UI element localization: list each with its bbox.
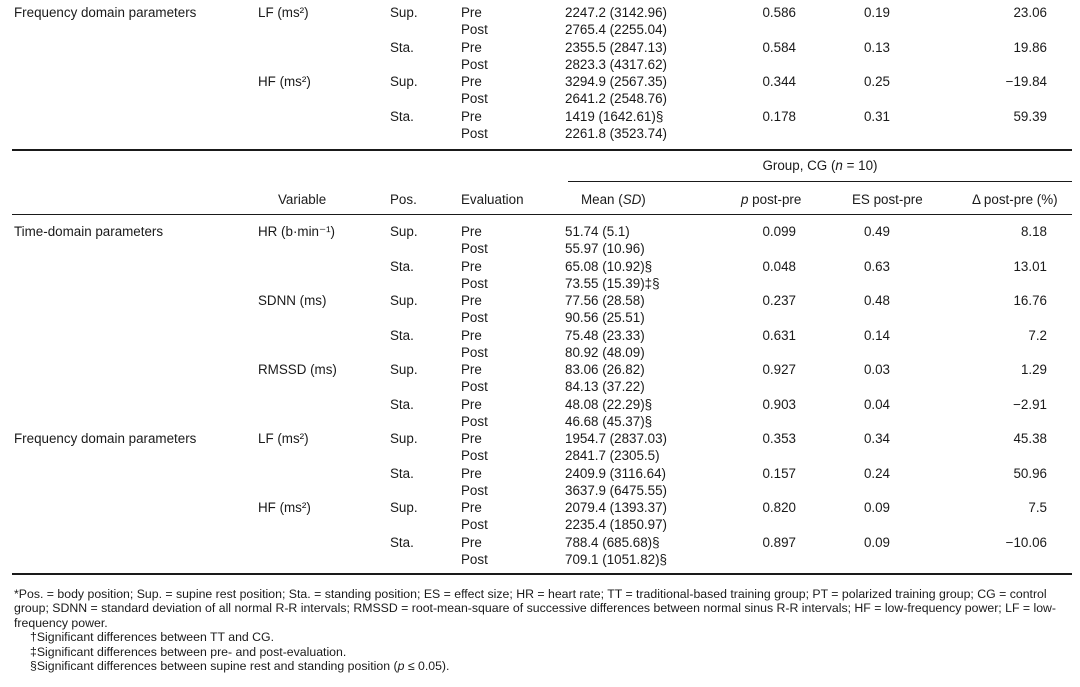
row-p-value: 0.903 xyxy=(762,396,796,412)
row-delta-percent: 16.76 xyxy=(1013,293,1047,308)
row-delta-percent: 1.29 xyxy=(1020,362,1047,377)
row-evaluation: Post xyxy=(461,56,488,72)
group-header: Group, CG (n = 10) xyxy=(762,158,878,173)
row-mean-sd: 2261.8 (3523.74) xyxy=(565,125,667,141)
row-evaluation: Post xyxy=(461,310,488,326)
row-p-value: 0.584 xyxy=(762,39,796,55)
row-mean-sd: 1419 (1642.61)§ xyxy=(565,108,664,124)
header-variable: Variable xyxy=(278,192,327,207)
group-header-underline xyxy=(568,181,1072,182)
row-p-value: 0.178 xyxy=(762,108,796,124)
header-bottom-rule xyxy=(12,214,1072,215)
row-mean-sd: 788.4 (685.68)§ xyxy=(565,534,660,550)
table-bottom-rule xyxy=(12,573,1072,575)
row-mean-sd: 3294.9 (2567.35) xyxy=(565,74,667,89)
row-position: Sta. xyxy=(390,465,414,481)
row-delta-percent: −19.84 xyxy=(1005,74,1047,89)
footnote-double-dagger: ‡Significant differences between pre- and post-evaluation. xyxy=(30,644,347,659)
row-effect-size: 0.09 xyxy=(863,500,890,515)
footnote-abbreviations: *Pos. = body position; Sup. = supine rest position; Sta. = standing position; ES = effect size; HR = heart rate; TT = traditional-based training group; PT = polarized training group; CG = control group; SDNN = standard deviation of all normal R-R intervals; RMSSD = root-mean-square of successive differences between normal sinus R-R intervals; HF = low-frequency power; LF = low-frequency power. xyxy=(14,587,1057,630)
header-mean: Mean (SD) xyxy=(581,192,646,207)
row-mean-sd: 80.92 (48.09) xyxy=(565,344,645,360)
row-evaluation: Pre xyxy=(461,465,482,481)
row-mean-sd: 2079.4 (1393.37) xyxy=(565,500,667,515)
row-position: Sta. xyxy=(390,258,414,274)
row-evaluation: Post xyxy=(461,22,488,38)
row-variable: HF (ms²) xyxy=(258,500,311,515)
row-mean-sd: 2235.4 (1850.97) xyxy=(565,517,667,533)
row-mean-sd: 51.74 (5.1) xyxy=(565,224,630,239)
row-evaluation: Post xyxy=(461,551,488,567)
row-effect-size: 0.14 xyxy=(863,327,890,343)
row-evaluation: Pre xyxy=(461,362,482,377)
row-mean-sd: 2247.2 (3142.96) xyxy=(565,5,667,20)
row-effect-size: 0.49 xyxy=(863,224,890,239)
row-mean-sd: 1954.7 (2837.03) xyxy=(565,431,667,446)
row-evaluation: Pre xyxy=(461,327,482,343)
row-delta-percent: 13.01 xyxy=(1013,258,1047,274)
row-effect-size: 0.19 xyxy=(863,5,890,20)
row-delta-percent: 59.39 xyxy=(1013,108,1047,124)
row-effect-size: 0.48 xyxy=(863,293,890,308)
row-position: Sta. xyxy=(390,39,414,55)
row-delta-percent: −10.06 xyxy=(1005,534,1047,550)
row-mean-sd: 709.1 (1051.82)§ xyxy=(565,551,667,567)
row-variable: SDNN (ms) xyxy=(258,293,327,308)
row-evaluation: Pre xyxy=(461,39,482,55)
row-position: Sup. xyxy=(390,500,418,515)
row-p-value: 0.353 xyxy=(762,431,796,446)
row-evaluation: Pre xyxy=(461,224,482,239)
row-mean-sd: 77.56 (28.58) xyxy=(565,293,645,308)
row-delta-percent: 7.5 xyxy=(1028,500,1047,515)
row-delta-percent: 7.2 xyxy=(1028,327,1047,343)
row-position: Sup. xyxy=(390,431,418,446)
row-evaluation: Pre xyxy=(461,5,482,20)
row-mean-sd: 83.06 (26.82) xyxy=(565,362,645,377)
row-position: Sup. xyxy=(390,74,418,89)
row-parameter: Frequency domain parameters xyxy=(14,5,197,20)
row-position: Sta. xyxy=(390,396,414,412)
row-parameter: Frequency domain parameters xyxy=(14,431,197,446)
row-p-value: 0.631 xyxy=(762,327,796,343)
row-mean-sd: 2765.4 (2255.04) xyxy=(565,22,667,38)
row-mean-sd: 3637.9 (6475.55) xyxy=(565,482,667,498)
row-evaluation: Post xyxy=(461,448,488,464)
row-p-value: 0.897 xyxy=(762,534,796,550)
row-evaluation: Post xyxy=(461,517,488,533)
row-mean-sd: 2355.5 (2847.13) xyxy=(565,39,667,55)
row-effect-size: 0.04 xyxy=(863,396,890,412)
row-effect-size: 0.34 xyxy=(863,431,890,446)
row-variable: RMSSD (ms) xyxy=(258,362,337,377)
row-p-value: 0.237 xyxy=(762,293,796,308)
row-delta-percent: 8.18 xyxy=(1020,224,1047,239)
block-divider-rule xyxy=(12,149,1072,151)
row-position: Sup. xyxy=(390,362,418,377)
row-mean-sd: 48.08 (22.29)§ xyxy=(565,396,653,412)
row-evaluation: Pre xyxy=(461,534,482,550)
row-effect-size: 0.63 xyxy=(863,258,890,274)
row-evaluation: Post xyxy=(461,125,488,141)
row-mean-sd: 2823.3 (4317.62) xyxy=(565,56,667,72)
row-p-value: 0.927 xyxy=(762,362,796,377)
row-evaluation: Pre xyxy=(461,431,482,446)
row-evaluation: Pre xyxy=(461,396,482,412)
row-p-value: 0.048 xyxy=(762,258,796,274)
row-mean-sd: 65.08 (10.92)§ xyxy=(565,258,653,274)
row-p-value: 0.157 xyxy=(762,465,796,481)
row-mean-sd: 75.48 (23.33) xyxy=(565,327,645,343)
row-mean-sd: 73.55 (15.39)‡§ xyxy=(565,275,660,291)
row-delta-percent: −2.91 xyxy=(1013,396,1047,412)
header-p: p post-pre xyxy=(741,192,802,207)
row-parameter: Time-domain parameters xyxy=(14,224,164,239)
row-variable: LF (ms²) xyxy=(258,5,309,20)
row-delta-percent: 50.96 xyxy=(1013,465,1047,481)
row-evaluation: Post xyxy=(461,379,488,395)
row-position: Sup. xyxy=(390,224,418,239)
row-evaluation: Pre xyxy=(461,500,482,515)
row-mean-sd: 2641.2 (2548.76) xyxy=(565,91,667,107)
footnotes xyxy=(14,587,1072,673)
row-position: Sta. xyxy=(390,534,414,550)
header-es: ES post-pre xyxy=(852,192,923,207)
row-delta-percent: 19.86 xyxy=(1013,39,1047,55)
row-evaluation: Post xyxy=(461,413,488,429)
row-mean-sd: 46.68 (45.37)§ xyxy=(565,413,653,429)
row-position: Sta. xyxy=(390,327,414,343)
row-effect-size: 0.31 xyxy=(863,108,890,124)
row-variable: HF (ms²) xyxy=(258,74,311,89)
row-delta-percent: 45.38 xyxy=(1013,431,1047,446)
row-p-value: 0.099 xyxy=(762,224,796,239)
row-evaluation: Post xyxy=(461,241,488,257)
row-mean-sd: 2409.9 (3116.64) xyxy=(565,465,667,481)
row-position: Sup. xyxy=(390,293,418,308)
row-mean-sd: 2841.7 (2305.5) xyxy=(565,448,660,464)
header-delta: Δ post-pre (%) xyxy=(972,192,1058,207)
row-p-value: 0.344 xyxy=(762,74,796,89)
footnote-section: §Significant differences between supine rest and standing position (p ≤ 0.05). xyxy=(30,659,450,674)
row-evaluation: Post xyxy=(461,344,488,360)
row-mean-sd: 55.97 (10.96) xyxy=(565,241,645,257)
row-effect-size: 0.03 xyxy=(863,362,890,377)
row-p-value: 0.586 xyxy=(762,5,796,20)
row-position: Sup. xyxy=(390,5,418,20)
row-evaluation: Post xyxy=(461,482,488,498)
row-variable: LF (ms²) xyxy=(258,431,309,446)
row-evaluation: Pre xyxy=(461,258,482,274)
row-variable: HR (b·min⁻¹) xyxy=(258,224,335,239)
row-effect-size: 0.13 xyxy=(863,39,890,55)
header-pos: Pos. xyxy=(390,192,417,207)
row-evaluation: Post xyxy=(461,91,488,107)
row-effect-size: 0.25 xyxy=(863,74,890,89)
row-delta-percent: 23.06 xyxy=(1013,5,1047,20)
header-evaluation: Evaluation xyxy=(461,192,524,207)
row-position: Sta. xyxy=(390,108,414,124)
footnote-dagger: †Significant differences between TT and CG. xyxy=(30,630,275,645)
row-evaluation: Post xyxy=(461,275,488,291)
row-evaluation: Pre xyxy=(461,293,482,308)
row-p-value: 0.820 xyxy=(762,500,796,515)
row-effect-size: 0.24 xyxy=(863,465,890,481)
row-mean-sd: 84.13 (37.22) xyxy=(565,379,645,395)
row-mean-sd: 90.56 (25.51) xyxy=(565,310,645,326)
row-evaluation: Pre xyxy=(461,108,482,124)
row-effect-size: 0.09 xyxy=(863,534,890,550)
row-evaluation: Pre xyxy=(461,74,482,89)
